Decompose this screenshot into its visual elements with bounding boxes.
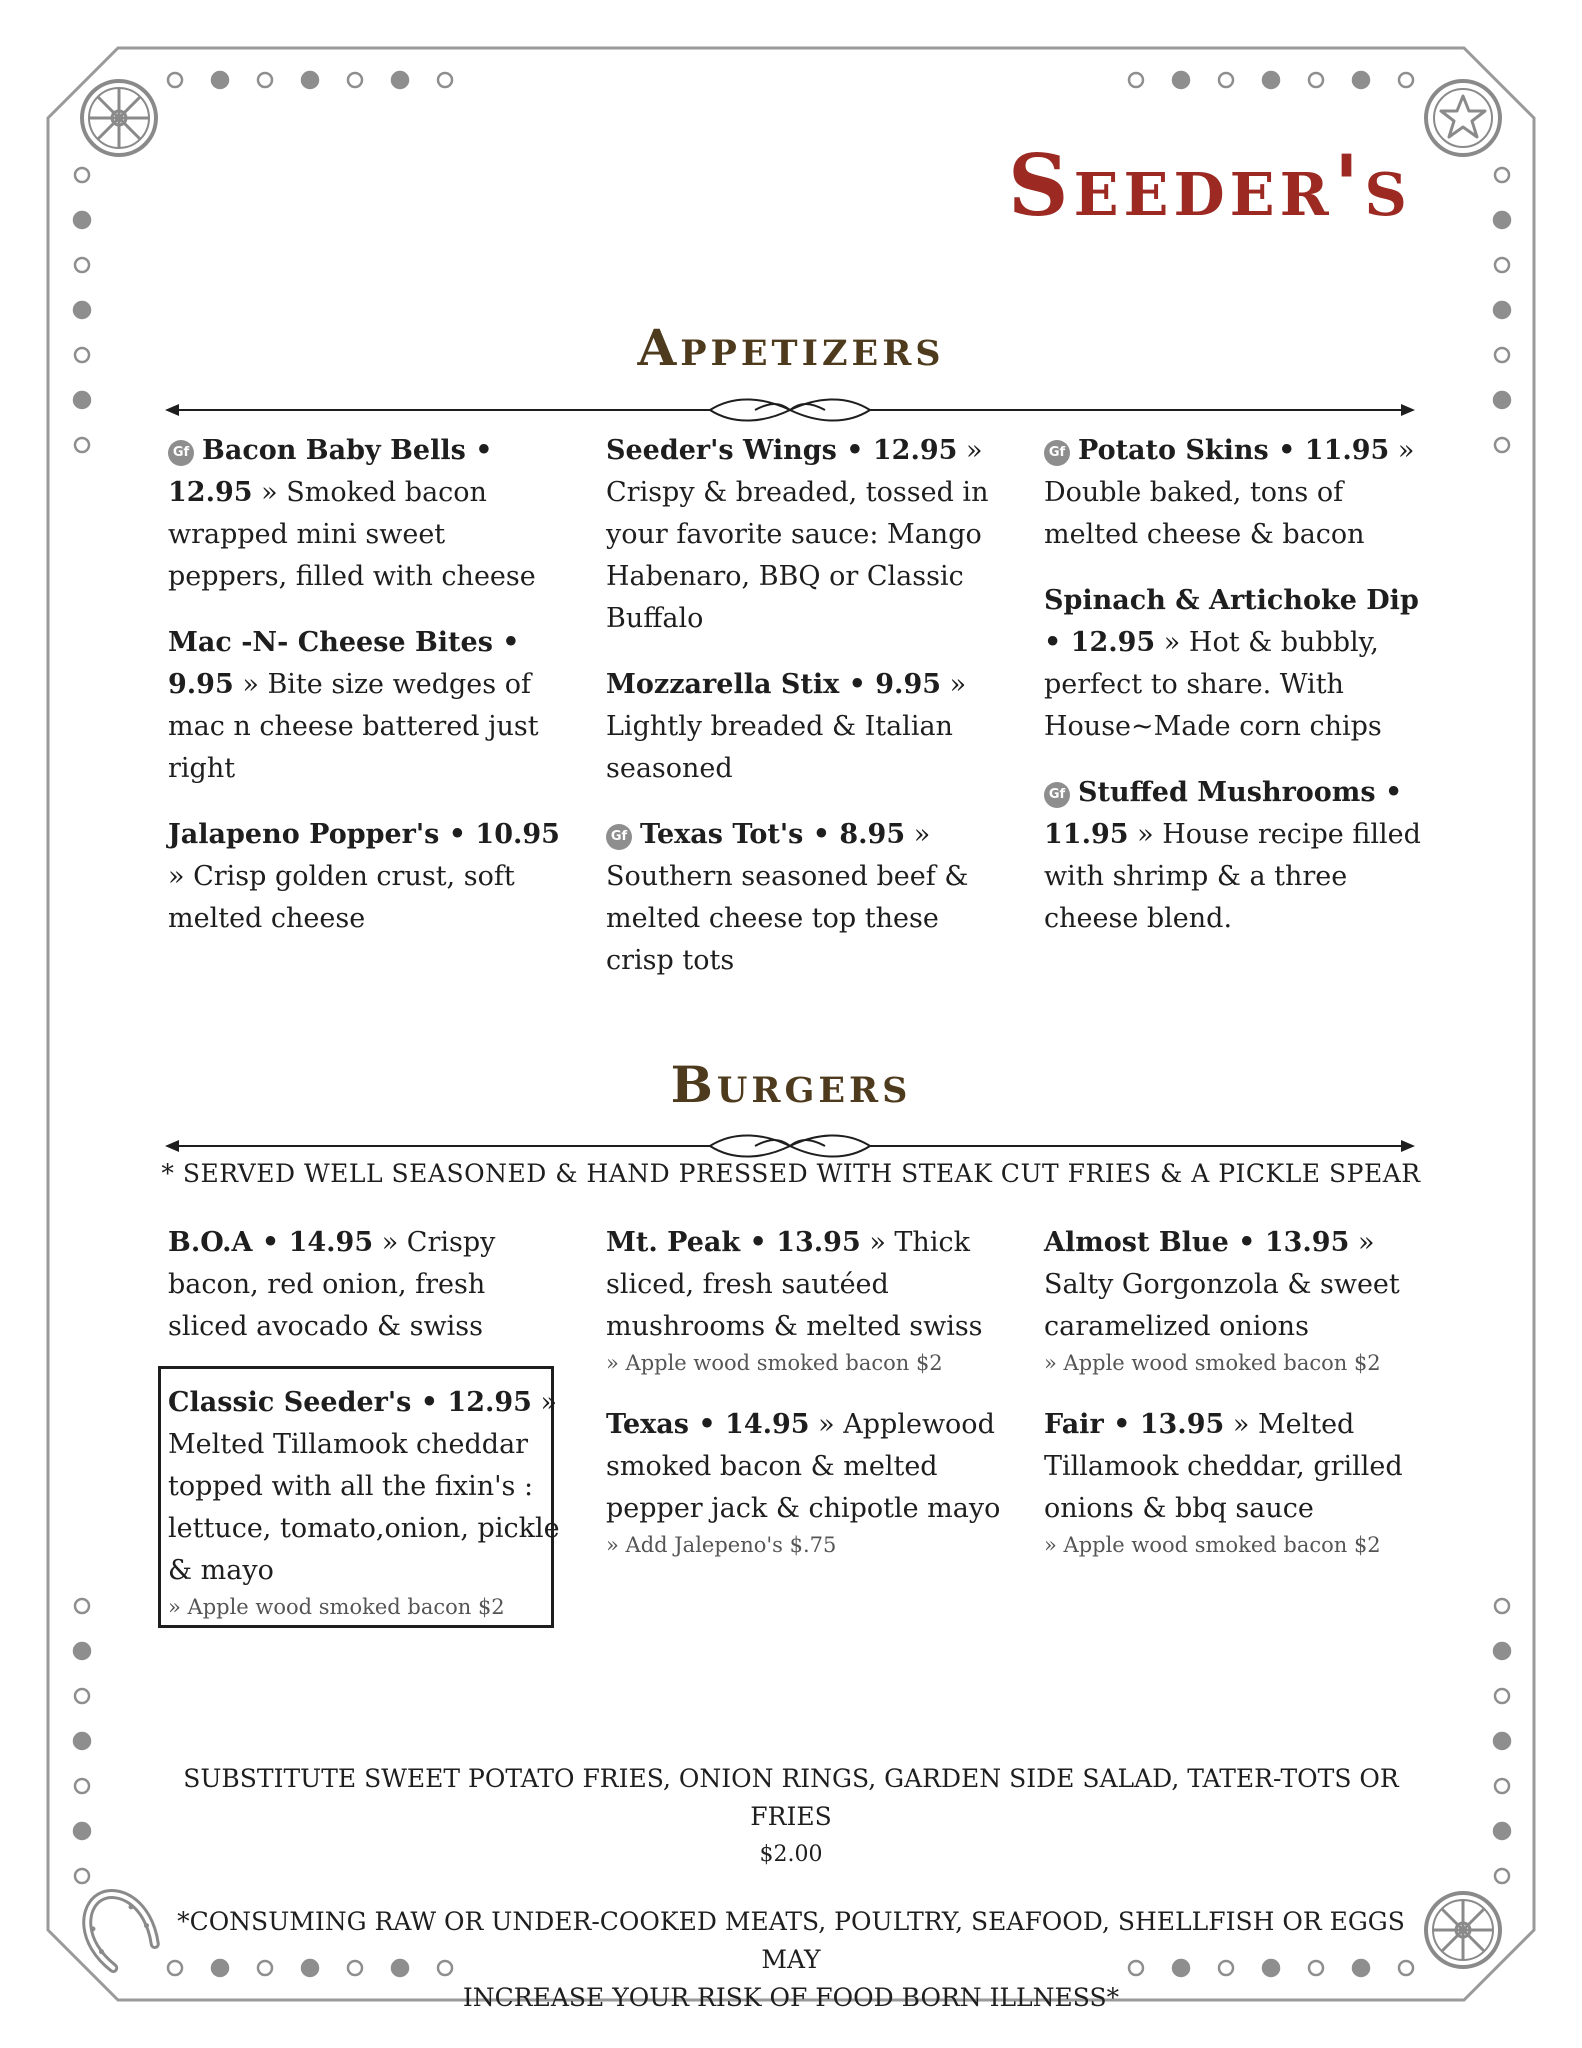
frame-dot: [1495, 1779, 1509, 1793]
item-description: » Melted Tillamook cheddar, grilled onions & bbq sauce: [1044, 1409, 1403, 1524]
item-separator: •: [1103, 1409, 1140, 1440]
frame-dot: [74, 1643, 90, 1659]
frame-dot: [392, 72, 408, 88]
gluten-free-icon: Gf: [168, 440, 194, 466]
item-name: Jalapeno Popper's: [168, 819, 440, 850]
item-separator: •: [1228, 1227, 1265, 1258]
item-name: Spinach & Artichoke Dip: [1044, 585, 1419, 616]
frame-dot: [1219, 73, 1233, 87]
frame-dot: [1494, 302, 1510, 318]
frame-dot: [1494, 1643, 1510, 1659]
item-price: 13.95: [1139, 1409, 1225, 1440]
burgers-heading: Burgers: [670, 1055, 912, 1114]
item-addon: » Apple wood smoked bacon $2: [606, 1351, 943, 1375]
frame-dot: [1494, 392, 1510, 408]
item-name: Almost Blue: [1044, 1227, 1229, 1258]
frame-dot: [1399, 73, 1413, 87]
item-price: 11.95: [1044, 819, 1129, 850]
item-separator: •: [803, 819, 840, 850]
substitute-price: $2.00: [759, 1842, 823, 1867]
frame-dot: [74, 392, 90, 408]
item-separator: •: [1044, 627, 1071, 658]
menu-item: [1044, 772, 1439, 940]
item-description: » Hot & bubbly, perfect to share. With House~Made corn chips: [1044, 627, 1382, 742]
frame-dot: [1495, 1869, 1509, 1883]
frame-dot: [75, 168, 89, 182]
appetizers-heading: Appetizers: [637, 318, 945, 377]
frame-dot: [348, 73, 362, 87]
ornament-divider: [165, 392, 1415, 428]
frame-dot: [1494, 1823, 1510, 1839]
substitute-note: [150, 1760, 1432, 1874]
item-addon: » Apple wood smoked bacon $2: [1044, 1533, 1381, 1557]
frame-dot: [74, 302, 90, 318]
frame-dot: [75, 1599, 89, 1613]
warning-line: *CONSUMING RAW OR UNDER-COOKED MEATS, POULTRY, SEAFOOD, SHELLFISH OR EGGS MAY: [177, 1907, 1405, 1974]
item-price: 9.95: [168, 669, 234, 700]
frame-dot: [1495, 1689, 1509, 1703]
frame-dot: [75, 1779, 89, 1793]
burgers-column: [1044, 1222, 1439, 1586]
item-description: » Bite size wedges of mac n cheese battered just right: [168, 669, 539, 784]
menu-item: [1044, 430, 1439, 556]
frame-dot: [75, 258, 89, 272]
restaurant-name: Seeder's: [1007, 136, 1412, 235]
menu-item: [168, 430, 563, 598]
frame-dot: [168, 73, 182, 87]
frame-dot: [1495, 438, 1509, 452]
item-description: » Applewood smoked bacon & melted pepper jack & chipotle mayo: [606, 1409, 1001, 1524]
item-description: » Smoked bacon wrapped mini sweet peppers, filled with cheese: [168, 477, 536, 592]
menu-item: [1044, 1404, 1439, 1560]
burgers-column: [168, 1222, 563, 1648]
substitute-line: SUBSTITUTE SWEET POTATO FRIES, ONION RINGS, GARDEN SIDE SALAD, TATER-TOTS OR FRIES: [183, 1764, 1399, 1831]
item-separator: •: [1268, 435, 1305, 466]
frame-dot: [1309, 73, 1323, 87]
item-separator: •: [439, 819, 476, 850]
item-description: » Lightly breaded & Italian seasoned: [606, 669, 967, 784]
burgers-column: [606, 1222, 1001, 1586]
frame-dot: [1495, 258, 1509, 272]
item-description: » Crispy & breaded, tossed in your favorite sauce: Mango Habenaro, BBQ or Classic Buffalo: [606, 435, 989, 634]
item-description: » House recipe filled with shrimp & a three cheese blend.: [1044, 819, 1421, 934]
item-description: » Melted Tillamook cheddar topped with all the fixin's : lettuce, tomato,onion, pickle & mayo: [168, 1387, 560, 1586]
item-separator: •: [252, 1227, 289, 1258]
item-name: Stuffed Mushrooms: [1078, 777, 1376, 808]
appetizers-column: [168, 430, 563, 964]
warning-line: INCREASE YOUR RISK OF FOOD BORN ILLNESS*: [462, 1983, 1120, 2012]
frame-dot: [1494, 1733, 1510, 1749]
item-price: 14.95: [288, 1227, 374, 1258]
item-name: B.O.A: [168, 1227, 253, 1258]
menu-item: [606, 1404, 1001, 1560]
item-separator: •: [688, 1409, 726, 1440]
gluten-free-icon: Gf: [1044, 440, 1070, 466]
item-name: Texas: [606, 1409, 689, 1440]
item-price: 8.95: [839, 819, 906, 850]
item-price: 10.95: [475, 819, 560, 850]
menu-item: [1044, 1222, 1439, 1378]
item-description: » Salty Gorgonzola & sweet caramelized onions: [1044, 1227, 1400, 1342]
menu-item: [168, 1222, 563, 1348]
wagon-wheel-icon: [82, 81, 156, 155]
item-name: Fair: [1044, 1409, 1104, 1440]
health-warning: [150, 1903, 1432, 2017]
item-description: » Double baked, tons of melted cheese & bacon: [1044, 435, 1415, 550]
item-name: Mozzarella Stix: [606, 669, 840, 700]
menu-item: [168, 622, 563, 790]
item-price: 12.95: [447, 1387, 532, 1418]
frame-dot: [74, 212, 90, 228]
frame-dot: [1494, 212, 1510, 228]
frame-dot: [1129, 73, 1143, 87]
frame-dot: [74, 1733, 90, 1749]
item-separator: •: [836, 435, 873, 466]
frame-dot: [1495, 168, 1509, 182]
item-separator: •: [465, 435, 493, 466]
item-separator: •: [492, 627, 520, 658]
gluten-free-icon: Gf: [606, 824, 632, 850]
frame-dot: [258, 73, 272, 87]
item-separator: •: [839, 669, 876, 700]
item-price: 9.95: [875, 669, 942, 700]
item-name: Potato Skins: [1078, 435, 1269, 466]
burgers-note: * SERVED WELL SEASONED & HAND PRESSED WITH STEAK CUT FRIES & A PICKLE SPEAR: [161, 1159, 1421, 1188]
frame-dot: [1263, 72, 1279, 88]
frame-dot: [1173, 72, 1189, 88]
frame-dot: [212, 72, 228, 88]
item-addon: » Apple wood smoked bacon $2: [168, 1595, 505, 1619]
item-price: 12.95: [872, 435, 958, 466]
item-addon: » Apple wood smoked bacon $2: [1044, 1351, 1381, 1375]
menu-item: [606, 430, 1001, 640]
item-price: 11.95: [1304, 435, 1390, 466]
frame-dot: [1353, 72, 1369, 88]
frame-dot: [302, 72, 318, 88]
menu-item: [606, 664, 1001, 790]
frame-dot: [438, 73, 452, 87]
star-badge-icon: [1426, 81, 1500, 155]
item-price: 13.95: [1264, 1227, 1350, 1258]
item-description: » Crisp golden crust, soft melted cheese: [168, 861, 515, 934]
item-description: » Crispy bacon, red onion, fresh sliced avocado & swiss: [168, 1227, 496, 1342]
item-price: 14.95: [725, 1409, 810, 1440]
frame-dot: [75, 1689, 89, 1703]
appetizers-column: [606, 430, 1001, 1006]
item-price: 13.95: [776, 1227, 861, 1258]
frame-dot: [74, 1823, 90, 1839]
frame-dot: [75, 438, 89, 452]
frame-dot: [75, 1869, 89, 1883]
item-name: Mac -N- Cheese Bites: [168, 627, 493, 658]
item-name: Seeder's Wings: [606, 435, 837, 466]
item-price: 12.95: [168, 477, 253, 508]
item-separator: •: [1375, 777, 1403, 808]
item-price: 12.95: [1070, 627, 1156, 658]
appetizers-column: [1044, 430, 1439, 964]
item-description: » Southern seasoned beef & melted cheese top these crisp tots: [606, 819, 969, 976]
item-separator: •: [740, 1227, 777, 1258]
item-name: Classic Seeder's: [168, 1387, 412, 1418]
gluten-free-icon: Gf: [1044, 782, 1070, 808]
item-description: » Thick sliced, fresh sautéed mushrooms & melted swiss: [606, 1227, 983, 1342]
menu-item: [1044, 580, 1439, 748]
item-name: Bacon Baby Bells: [202, 435, 466, 466]
item-addon: » Add Jalepeno's $.75: [606, 1533, 837, 1557]
menu-item: [168, 814, 563, 940]
menu-item: [606, 1222, 1001, 1378]
horseshoe-icon: [74, 1882, 160, 1971]
menu-item: [606, 814, 1001, 982]
item-name: Mt. Peak: [606, 1227, 741, 1258]
wagon-wheel-icon: [1426, 1893, 1500, 1967]
frame-dot: [1495, 1599, 1509, 1613]
menu-item: [168, 1382, 563, 1622]
item-name: Texas Tot's: [640, 819, 804, 850]
item-separator: •: [411, 1387, 448, 1418]
